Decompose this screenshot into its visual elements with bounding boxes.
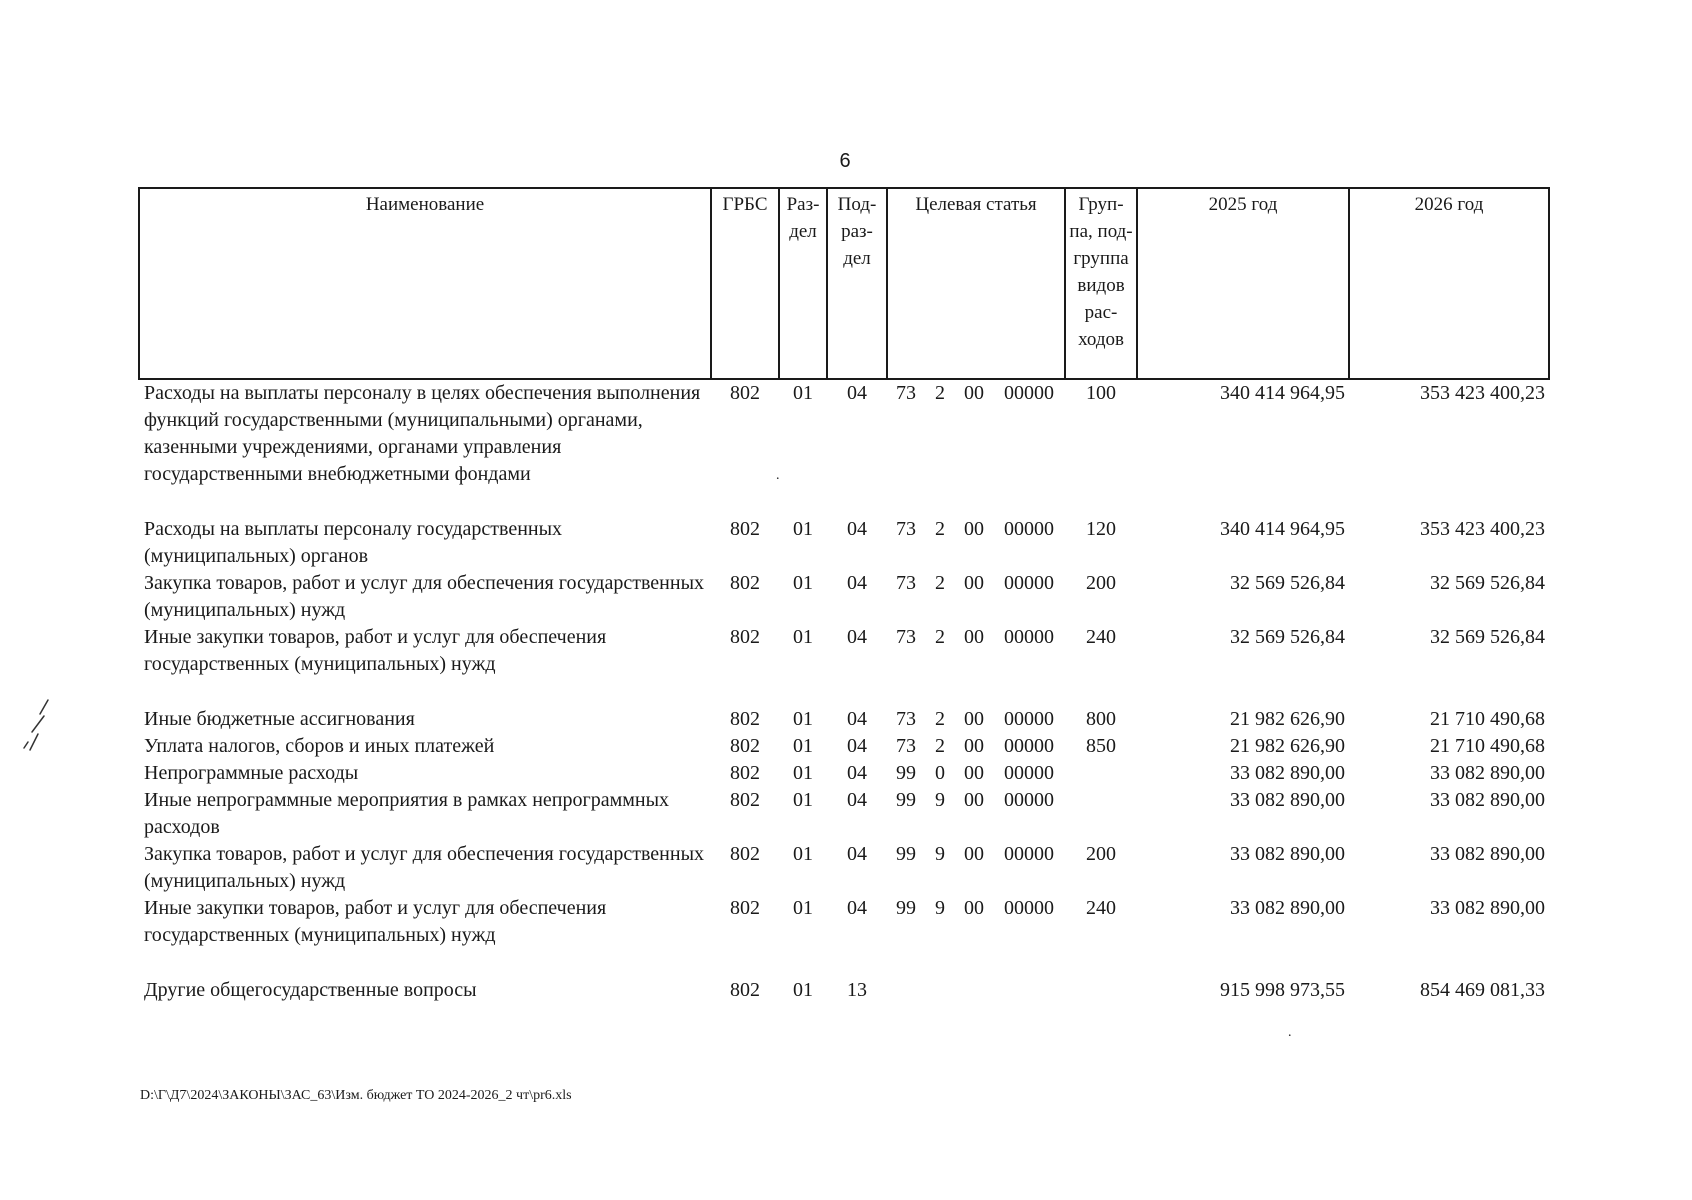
cell-y2025: 915 998 973,55 (1220, 979, 1346, 1001)
cell-t3: 00 (964, 789, 984, 811)
cell-podrazdel: 04 (847, 572, 867, 594)
cell-t4: 00000 (1004, 572, 1055, 594)
cell-t3: 00 (964, 735, 984, 757)
cell-t1 (887, 977, 925, 1004)
cell-t1: 73 (896, 708, 916, 730)
cell-razdel: 01 (793, 572, 813, 594)
cell-y2025: 33 082 890,00 (1230, 789, 1346, 811)
cell-grbs: 802 (730, 843, 760, 865)
cell-name: Непрограммные расходы (144, 762, 359, 784)
table-row (139, 895, 1549, 977)
cell-t3: 00 (964, 382, 984, 404)
header-grbs: ГРБС (711, 188, 779, 379)
cell-t3: 00 (964, 897, 984, 919)
cell-t4: 00000 (1004, 843, 1055, 865)
cell-name: Закупка товаров, работ и услуг для обеспечения государственных (муниципальных) нужд (144, 843, 705, 892)
cell-t3: 00 (964, 843, 984, 865)
cell-razdel: 01 (793, 626, 813, 648)
cell-t2: 9 (935, 843, 945, 865)
cell-t4: 00000 (1004, 897, 1055, 919)
table-row (139, 516, 1549, 570)
cell-grbs: 802 (730, 572, 760, 594)
table-header (139, 188, 1549, 379)
table-row (139, 570, 1549, 624)
cell-name: Другие общегосударственные вопросы (144, 979, 477, 1001)
cell-t2: 2 (935, 518, 945, 540)
table-row (139, 841, 1549, 895)
cell-razdel: 01 (793, 843, 813, 865)
cell-y2026: 32 569 526,84 (1430, 626, 1546, 648)
cell-group: 200 (1086, 843, 1117, 865)
cell-t2: 2 (935, 626, 945, 648)
cell-t1: 73 (896, 626, 916, 648)
header-podrazdel: Под-раз-дел (827, 188, 887, 379)
cell-razdel: 01 (793, 708, 813, 730)
cell-name: Иные закупки товаров, работ и услуг для обеспечения государственных (муниципальных) нужд (144, 626, 607, 675)
cell-t4: 00000 (1004, 708, 1055, 730)
table-row (139, 379, 1549, 516)
cell-group: 200 (1086, 572, 1117, 594)
cell-podrazdel: 13 (847, 979, 867, 1001)
cell-y2025: 33 082 890,00 (1230, 762, 1346, 784)
header-target: Целевая статья (887, 188, 1065, 379)
cell-y2025: 21 982 626,90 (1230, 708, 1346, 730)
table-row (139, 706, 1549, 733)
cell-t4 (993, 977, 1065, 1004)
cell-y2026: 21 710 490,68 (1430, 735, 1546, 757)
cell-t2: 9 (935, 897, 945, 919)
cell-name: Уплата налогов, сборов и иных платежей (144, 735, 495, 757)
stray-mark: . (1288, 1025, 1292, 1040)
cell-podrazdel: 04 (847, 382, 867, 404)
header-group: Груп-па, под-группа видов рас-ходов (1065, 188, 1137, 379)
cell-razdel: 01 (793, 735, 813, 757)
cell-name: Иные непрограммные мероприятия в рамках непрограммных расходов (144, 789, 670, 838)
cell-t4: 00000 (1004, 735, 1055, 757)
cell-y2026: 33 082 890,00 (1430, 843, 1546, 865)
cell-y2026: 32 569 526,84 (1430, 572, 1546, 594)
table-row (139, 760, 1549, 787)
table-row (139, 733, 1549, 760)
cell-razdel: 01 (793, 518, 813, 540)
table-body (139, 379, 1549, 1004)
cell-y2025: 32 569 526,84 (1230, 626, 1346, 648)
cell-t1: 99 (896, 897, 916, 919)
cell-t4: 00000 (1004, 626, 1055, 648)
cell-podrazdel: 04 (847, 843, 867, 865)
cell-t1: 99 (896, 762, 916, 784)
header-name: Наименование (139, 188, 711, 379)
cell-t4: 00000 (1004, 518, 1055, 540)
header-year-2026: 2026 год (1349, 188, 1549, 379)
footer-file-path: D:\Г\Д7\2024\ЗАКОНЫ\ЗАС_63\Изм. бюджет ТО 2024-2026_2 чт\pr6.xls (140, 1088, 572, 1103)
cell-t4: 00000 (1004, 762, 1055, 784)
cell-t2: 2 (935, 572, 945, 594)
cell-grbs: 802 (730, 735, 760, 757)
cell-grbs: 802 (730, 708, 760, 730)
cell-razdel: 01 (793, 979, 813, 1001)
cell-group (1065, 760, 1137, 787)
cell-grbs: 802 (730, 979, 760, 1001)
cell-group: 800 (1086, 708, 1117, 730)
cell-podrazdel: 04 (847, 897, 867, 919)
cell-y2026: 33 082 890,00 (1430, 897, 1546, 919)
cell-t1: 73 (896, 382, 916, 404)
cell-group (1065, 977, 1137, 1004)
cell-y2025: 340 414 964,95 (1220, 382, 1346, 404)
page-number: 6 (839, 150, 851, 172)
cell-podrazdel: 04 (847, 735, 867, 757)
cell-name: Иные закупки товаров, работ и услуг для обеспечения государственных (муниципальных) нужд (144, 897, 607, 946)
cell-y2025: 21 982 626,90 (1230, 735, 1346, 757)
cell-grbs: 802 (730, 762, 760, 784)
cell-razdel: 01 (793, 789, 813, 811)
cell-t4: 00000 (1004, 382, 1055, 404)
cell-t1: 73 (896, 518, 916, 540)
cell-group: 850 (1086, 735, 1117, 757)
cell-group: 240 (1086, 626, 1117, 648)
cell-y2025: 33 082 890,00 (1230, 843, 1346, 865)
cell-t1: 99 (896, 843, 916, 865)
cell-y2025: 33 082 890,00 (1230, 897, 1346, 919)
cell-razdel: 01 (793, 897, 813, 919)
table-row (139, 787, 1549, 841)
cell-podrazdel: 04 (847, 518, 867, 540)
cell-group: 240 (1086, 897, 1117, 919)
cell-group: 100 (1086, 382, 1117, 404)
cell-t2: 0 (935, 762, 945, 784)
cell-name: Расходы на выплаты персоналу в целях обеспечения выполнения функций государственными (муниципальными) органами, казенными учреждениями, органами управления государственными внебюджетными фондами (144, 382, 701, 485)
header-razdel: Раз-дел (779, 188, 827, 379)
cell-t2: 2 (935, 382, 945, 404)
cell-t3: 00 (964, 518, 984, 540)
budget-table (138, 187, 1550, 1004)
cell-t3: 00 (964, 626, 984, 648)
cell-y2026: 854 469 081,33 (1420, 979, 1546, 1001)
cell-name: Закупка товаров, работ и услуг для обеспечения государственных (муниципальных) нужд (144, 572, 705, 621)
cell-t3: 00 (964, 572, 984, 594)
cell-grbs: 802 (730, 626, 760, 648)
cell-t2: 9 (935, 789, 945, 811)
stray-mark: . (776, 468, 780, 483)
table-row (139, 624, 1549, 706)
cell-grbs: 802 (730, 518, 760, 540)
cell-t1: 99 (896, 789, 916, 811)
cell-t3: 00 (964, 708, 984, 730)
cell-grbs: 802 (730, 789, 760, 811)
table-row (139, 977, 1549, 1004)
cell-t2: 2 (935, 708, 945, 730)
cell-t1: 73 (896, 572, 916, 594)
cell-t2: 2 (935, 735, 945, 757)
header-year-2025: 2025 год (1137, 188, 1349, 379)
cell-podrazdel: 04 (847, 708, 867, 730)
cell-t3 (955, 977, 993, 1004)
cell-y2026: 33 082 890,00 (1430, 789, 1546, 811)
cell-y2026: 33 082 890,00 (1430, 762, 1546, 784)
cell-name: Расходы на выплаты персоналу государственных (муниципальных) органов (144, 518, 563, 567)
cell-y2025: 340 414 964,95 (1220, 518, 1346, 540)
cell-t1: 73 (896, 735, 916, 757)
cell-group (1065, 787, 1137, 841)
cell-razdel: 01 (793, 762, 813, 784)
cell-t2 (925, 977, 955, 1004)
cell-y2025: 32 569 526,84 (1230, 572, 1346, 594)
cell-y2026: 353 423 400,23 (1420, 382, 1546, 404)
cell-t3: 00 (964, 762, 984, 784)
cell-name: Иные бюджетные ассигнования (144, 708, 415, 730)
cell-podrazdel: 04 (847, 626, 867, 648)
cell-y2026: 21 710 490,68 (1430, 708, 1546, 730)
cell-group: 120 (1086, 518, 1117, 540)
cell-t4: 00000 (1004, 789, 1055, 811)
cell-podrazdel: 04 (847, 762, 867, 784)
cell-grbs: 802 (730, 382, 760, 404)
margin-handwritten-mark (18, 698, 58, 758)
cell-y2026: 353 423 400,23 (1420, 518, 1546, 540)
cell-razdel: 01 (793, 382, 813, 404)
cell-podrazdel: 04 (847, 789, 867, 811)
cell-grbs: 802 (730, 897, 760, 919)
